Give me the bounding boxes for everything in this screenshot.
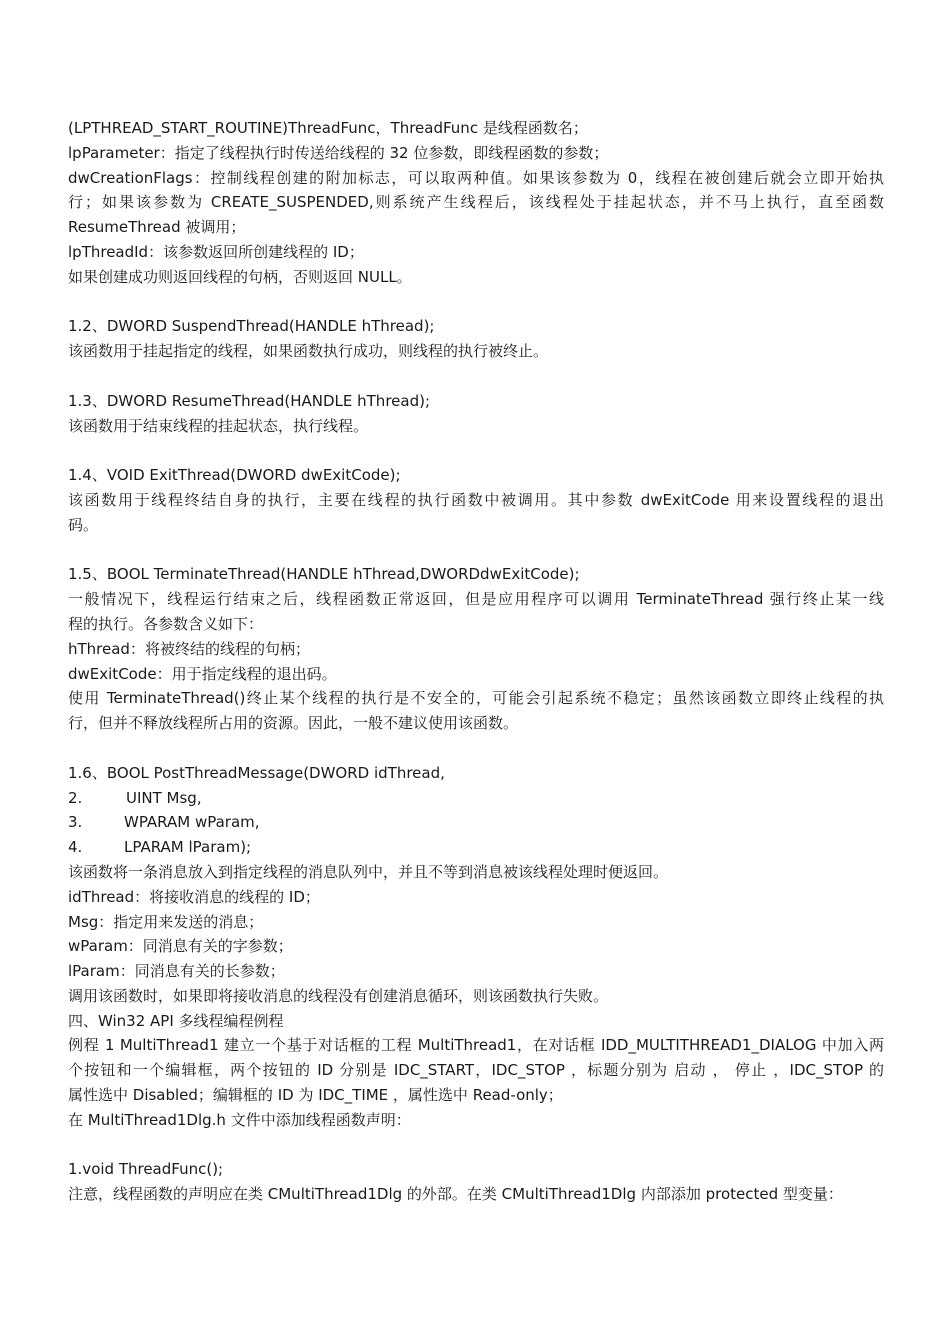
text-line: lParam：同消息有关的长参数； [68,962,285,981]
text-line: 注意，线程函数的声明应在类 CMultiThread1Dlg 的外部。在类 CMultiThread1Dlg 内部添加 protected 型变量： [68,1185,843,1204]
text-line: ResumeThread 被调用； [68,218,246,237]
text-line: 该函数用于结束线程的挂起状态，执行线程。 [68,416,369,435]
text-line: 行，但并不释放线程所占用的资源。因此，一般不建议使用该函数。 [68,714,519,733]
line-number: 3. [68,813,83,832]
section-heading: 1.5、BOOL TerminateThread(HANDLE hThread,DWORDdwExitCode); [68,565,580,584]
text-line: 行；如果该参数为 CREATE_SUSPENDED,则系统产生线程后，该线程处于挂起状态，并不马上执行，直至函数 [68,193,884,212]
code-text: UINT Msg, [126,788,202,807]
line-number: 2. [68,788,83,807]
blank-line [68,438,884,463]
text-line: 个按钮和一个编辑框，两个按钮的 ID 分别是 IDC_START，IDC_STOP ，标题分别为 启动 ， 停止 ，IDC_STOP 的 [68,1061,884,1080]
text-line: 程的执行。各参数含义如下： [68,614,264,633]
section-heading: 1.2、DWORD SuspendThread(HANDLE hThread); [68,317,435,336]
text-line: 码。 [68,515,99,534]
text-line: 该函数用于挂起指定的线程，如果函数执行成功，则线程的执行被终止。 [68,342,549,361]
section-heading: 1.3、DWORD ResumeThread(HANDLE hThread); [68,391,430,410]
text-line: wParam：同消息有关的字参数； [68,937,293,956]
code-line [68,835,884,860]
text-line: hThread：将被终结的线程的句柄； [68,639,310,658]
code-line: 1.void ThreadFunc(); [68,1160,224,1179]
text-line: 例程 1 MultiThread1 建立一个基于对话框的工程 MultiThread1，在对话框 IDD_MULTITHREAD1_DIALOG 中加入两 [68,1036,884,1055]
text-line: lpParameter：指定了线程执行时传送给线程的 32 位参数，即线程函数的参数； [68,143,609,162]
text-line: 如果创建成功则返回线程的句柄，否则返回 NULL。 [68,267,412,286]
text-line: dwExitCode：用于指定线程的退出码。 [68,664,337,683]
section-heading: 1.4、VOID ExitThread(DWORD dwExitCode); [68,466,401,485]
text-line: 属性选中 Disabled；编辑框的 ID 为 IDC_TIME ，属性选中 Read-only； [68,1086,563,1105]
text-line: lpThreadId：该参数返回所创建线程的 ID； [68,242,364,261]
blank-line [68,736,884,761]
section-heading: 四、Win32 API 多线程编程例程 [68,1011,284,1030]
text-line: 使用 TerminateThread()终止某个线程的执行是不安全的，可能会引起系统不稳定；虽然该函数立即终止线程的执 [68,689,884,708]
code-line [68,810,884,835]
text-line: 在 MultiThread1Dlg.h 文件中添加线程函数声明： [68,1110,411,1129]
text-line: 该函数将一条消息放入到指定线程的消息队列中，并且不等到消息被该线程处理时便返回。 [68,862,669,881]
text-line: idThread：将接收消息的线程的 ID； [68,887,320,906]
text-line: (LPTHREAD_START_ROUTINE)ThreadFunc，ThreadFunc 是线程函数名； [68,119,588,137]
blank-line [68,364,884,389]
line-number: 4. [68,838,83,857]
code-text: LPARAM lParam); [124,838,252,857]
document-page [68,116,884,1207]
blank-line [68,290,884,315]
blank-line [68,1133,884,1158]
code-text: WPARAM wParam, [124,813,260,832]
code-line [68,786,884,811]
text-line: 调用该函数时，如果即将接收消息的线程没有创建消息循环，则该函数执行失败。 [68,986,609,1005]
text-line: 该函数用于线程终结自身的执行，主要在线程的执行函数中被调用。其中参数 dwExitCode 用来设置线程的退出 [68,490,884,509]
section-heading: 1.6、BOOL PostThreadMessage(DWORD idThread, [68,763,445,782]
text-line: 一般情况下，线程运行结束之后，线程函数正常返回，但是应用程序可以调用 TerminateThread 强行终止某一线 [68,590,884,609]
text-line: dwCreationFlags：控制线程创建的附加标志，可以取两种值。如果该参数为 0，线程在被创建后就会立即开始执 [68,168,884,187]
blank-line [68,538,884,563]
text-line: Msg：指定用来发送的消息； [68,912,264,931]
